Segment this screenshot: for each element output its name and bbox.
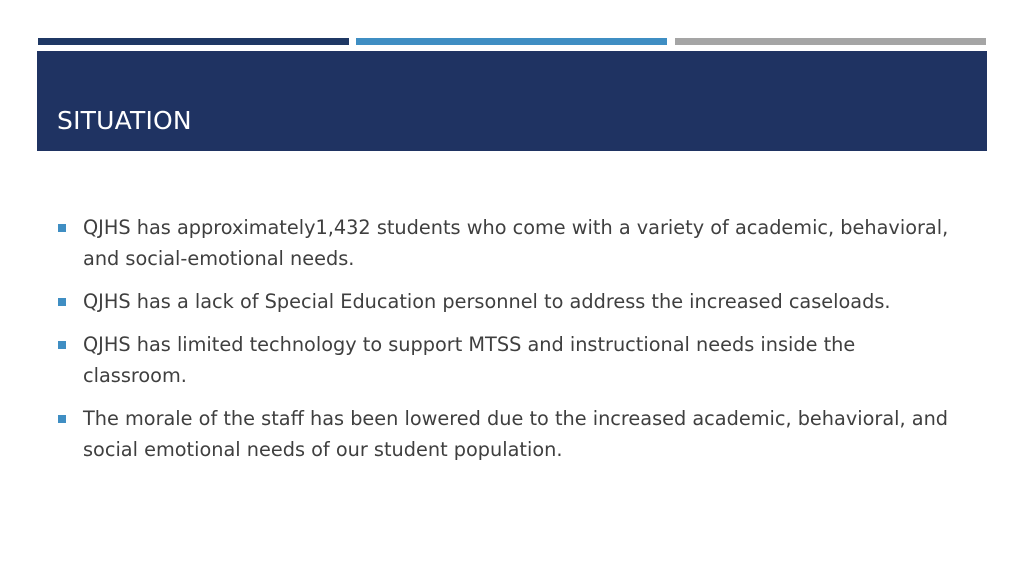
bullet-item [57, 329, 962, 391]
accent-bar-gray [675, 38, 986, 45]
bullet-item [57, 286, 962, 317]
bullet-text: The morale of the staff has been lowered due to the increased academic, behavioral, and social emotional needs of our student population. [83, 407, 949, 461]
bullet-text: QJHS has a lack of Special Education personnel to address the increased caseloads. [83, 290, 891, 313]
title-band [37, 51, 987, 151]
square-bullet-icon [58, 224, 66, 232]
accent-bar-blue [356, 38, 667, 45]
bullet-text: QJHS has approximately1,432 students who come with a variety of academic, behavioral, and social-emotional needs. [83, 216, 949, 270]
square-bullet-icon [58, 341, 66, 349]
bullet-item [57, 212, 962, 274]
square-bullet-icon [58, 415, 66, 423]
square-bullet-icon [58, 298, 66, 306]
bullet-text: QJHS has limited technology to support MTSS and instructional needs inside the classroom. [83, 333, 856, 387]
slide-title: SITUATION [57, 106, 192, 135]
accent-bar-navy [38, 38, 349, 45]
bullet-item [57, 403, 962, 465]
bullet-list [57, 212, 962, 477]
